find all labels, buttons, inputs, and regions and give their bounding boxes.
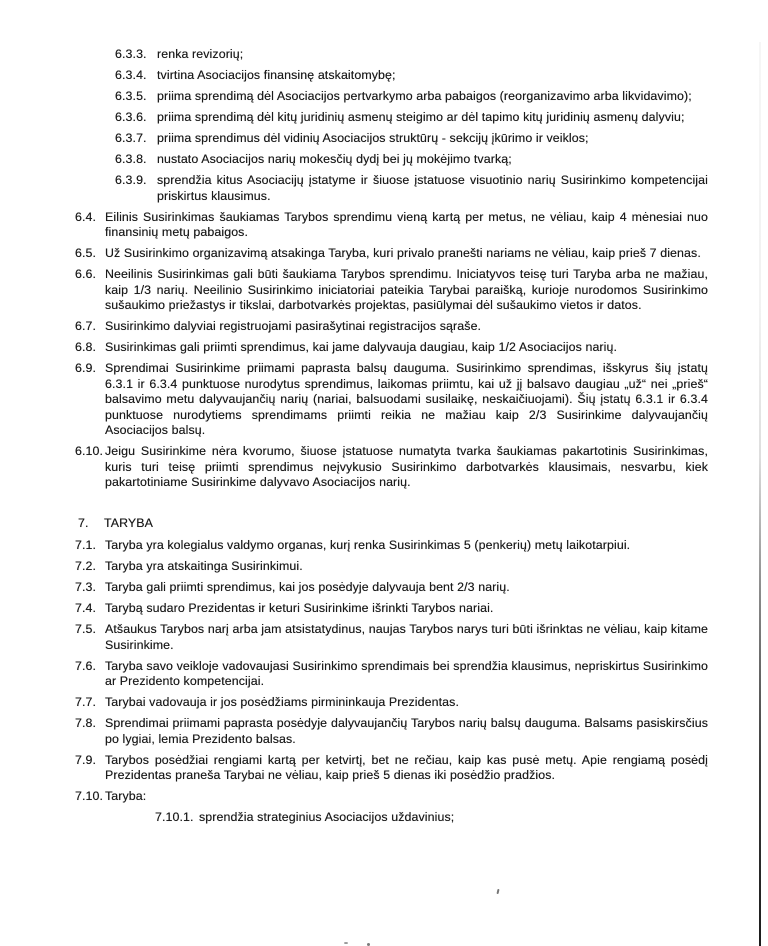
- item-number: 6.3.7.: [115, 131, 147, 145]
- item-number: 6.8.: [75, 340, 97, 354]
- item-7-1: [75, 538, 708, 554]
- item-number: 7.9.: [75, 752, 97, 767]
- item-number: 6.7.: [75, 319, 97, 333]
- item-number: 6.3.4.: [115, 68, 147, 82]
- item-text: Tarybai vadovauja ir jos posėdžiams pirmininkauja Prezidentas.: [105, 695, 459, 709]
- item-number: 6.3.8.: [115, 152, 147, 166]
- item-6-3-7: [115, 131, 708, 147]
- item-number: 6.4.: [75, 209, 97, 224]
- item-7-4: [75, 601, 708, 617]
- item-7-6: [75, 659, 708, 690]
- item-number: 7.4.: [75, 601, 97, 615]
- item-7-9: [75, 753, 708, 784]
- item-text: Tarybos posėdžiai rengiami kartą per ketvirtį, bet ne rečiau, kaip kas pusė metų. Apie rengiamą posėdį Prezidentas praneša Tarybai ne vėliau, kaip prieš 5 dienas iki posėdžio pradžios.: [105, 752, 708, 782]
- item-text: Sprendimai Susirinkime priimami paprasta balsų dauguma. Susirinkimo sprendimas, išskyrus šių įstatų 6.3.1 ir 6.3.4 punktuose nurodytus sprendimus, laikomas priimtu, kai už jį balsavo daugiau „už“ nei „prieš“ balsavimo metu dalyvaujančių narių (nariai, balsuodami susilaikę, neskaičiuojami). Šių įstatų 6.3.1 ir 6.3.4 punktuose nurodytiems sprendimams priimti reikia ne mažiau kaip 2/3 Susirinkime dalyvaujančių Asociacijos balsų.: [105, 361, 708, 437]
- item-6-3-9: [115, 173, 708, 204]
- item-text: priima sprendimą dėl Asociacijos pertvarkymo arba pabaigos (reorganizavimo arba likvidavimo);: [157, 89, 692, 103]
- item-text: Taryba savo veikloje vadovaujasi Susirinkimo sprendimais bei sprendžia klausimus, nepriskirtus Susirinkimo ar Prezidento kompetencijai.: [105, 658, 708, 688]
- item-7-10: [75, 789, 708, 805]
- item-6-3-8: [115, 152, 708, 168]
- item-number: 7.10.: [75, 789, 104, 803]
- scan-speck-artifact: [344, 942, 348, 944]
- item-7-3: [75, 580, 708, 596]
- section-number: 7.: [78, 515, 89, 530]
- item-6-3-3: [115, 47, 708, 63]
- item-text: Už Susirinkimo organizavimą atsakinga Taryba, kuri privalo pranešti nariams ne vėliau, kaip prieš 7 dienas.: [105, 246, 701, 260]
- item-number: 6.5.: [75, 246, 97, 260]
- item-text: Susirinkimo dalyviai registruojami pasirašytinai registracijos sąraše.: [105, 319, 482, 333]
- item-text: Tarybą sudaro Prezidentas ir keturi Susirinkime išrinkti Tarybos nariai.: [105, 601, 494, 615]
- item-6-8: [75, 340, 708, 356]
- item-6-4: [75, 210, 708, 241]
- item-text: tvirtina Asociacijos finansinę atskaitomybę;: [157, 68, 396, 82]
- item-7-2: [75, 559, 708, 575]
- item-7-5: [75, 622, 708, 653]
- item-number: 6.10.: [75, 444, 104, 458]
- item-text: renka revizorių;: [157, 47, 244, 61]
- scan-speck-artifact: [497, 889, 500, 894]
- item-text: nustato Asociacijos narių mokesčių dydį bei jų mokėjimo tvarką;: [157, 152, 512, 166]
- item-7-10-1: [155, 810, 708, 826]
- item-number: 6.6.: [75, 267, 97, 281]
- item-7-7: [75, 695, 708, 711]
- item-text: Taryba yra kolegialus valdymo organas, kurį renka Susirinkimas 5 (penkerių) metų laikotarpiui.: [105, 538, 631, 552]
- item-6-6: [75, 267, 708, 314]
- item-6-5: [75, 246, 708, 262]
- item-number: 6.3.6.: [115, 110, 147, 124]
- item-text: priima sprendimus dėl vidinių Asociacijos struktūrų - sekcijų įkūrimo ir veiklos;: [157, 131, 589, 145]
- item-text: Eilinis Susirinkimas šaukiamas Tarybos sprendimu vieną kartą per metus, ne vėliau, kaip 4 mėnesiai nuo finansinių metų pabaigos.: [105, 209, 708, 239]
- item-text: Atšaukus Tarybos narį arba jam atsistatydinus, naujas Tarybos narys turi būti išrinktas ne vėliau, kaip kitame Susirinkime.: [105, 622, 708, 652]
- item-text: Neeilinis Susirinkimas gali būti šaukiama Tarybos sprendimu. Iniciatyvos teisę turi Taryba arba ne mažiau, kaip 1/3 narių. Neeilinio Susirinkimo iniciatoriai pateikia Tarybai paraišką, kurioje nurodomos Susirinkimo sušaukimo priežastys ir tikslai, darbotvarkės projektas, pasiūlymai dėl sušaukimo vietos ir datos.: [105, 267, 708, 312]
- item-text: Jeigu Susirinkime nėra kvorumo, šiuose įstatuose numatyta tvarka šaukiamas pakartotinis Susirinkimas, kuris turi teisę priimti sprendimus neįvykusio Susirinkimo darbotvarkės klausimais, nesvarbu, kiek pakartotiniame Susirinkime dalyvavo Asociacijos narių.: [105, 444, 708, 489]
- item-number: 6.3.5.: [115, 89, 147, 103]
- item-text: Sprendimai priimami paprasta posėdyje dalyvaujančių Tarybos narių balsų dauguma. Balsams pasiskirsčius po lygiai, lemia Prezidento balsas.: [105, 716, 708, 746]
- item-6-9: [75, 361, 708, 439]
- item-number: 7.3.: [75, 580, 97, 594]
- item-number: 7.1.: [75, 538, 97, 552]
- item-number: 6.3.9.: [115, 173, 147, 187]
- item-text: priima sprendimą dėl kitų juridinių asmenų steigimo ar dėl tapimo kitų juridinių asmenų dalyviu;: [157, 110, 685, 124]
- item-number: 7.5.: [75, 622, 97, 636]
- item-text: sprendžia strateginius Asociacijos uždavinius;: [199, 810, 455, 824]
- item-text: Susirinkimas gali priimti sprendimus, kai jame dalyvauja daugiau, kaip 1/2 Asociacijos narių.: [105, 340, 618, 354]
- item-number: 7.2.: [75, 559, 97, 573]
- item-number: 6.3.3.: [115, 47, 147, 61]
- item-number: 7.10.1.: [155, 810, 194, 824]
- item-text: Taryba yra atskaitinga Susirinkimui.: [105, 559, 303, 573]
- item-6-10: [75, 444, 708, 491]
- item-number: 6.9.: [75, 361, 97, 375]
- item-6-3-4: [115, 68, 708, 84]
- item-number: 7.7.: [75, 695, 97, 709]
- section-title: TARYBA: [104, 515, 154, 530]
- item-text: Taryba:: [105, 789, 147, 803]
- item-number: 7.8.: [75, 716, 97, 730]
- item-7-8: [75, 716, 708, 747]
- item-6-7: [75, 319, 708, 335]
- item-number: 7.6.: [75, 658, 97, 673]
- scan-edge-line-artifact: [759, 42, 761, 946]
- item-text: sprendžia kitus Asociacijų įstatyme ir šiuose įstatuose visuotinio narių Susirinkimo kompetencijai priskirtus klausimus.: [157, 173, 708, 203]
- section-heading-7-taryba: [78, 516, 708, 532]
- item-6-3-5: [115, 89, 708, 105]
- item-text: Taryba gali priimti sprendimus, kai jos posėdyje dalyvauja bent 2/3 narių.: [105, 580, 510, 594]
- item-6-3-6: [115, 110, 708, 126]
